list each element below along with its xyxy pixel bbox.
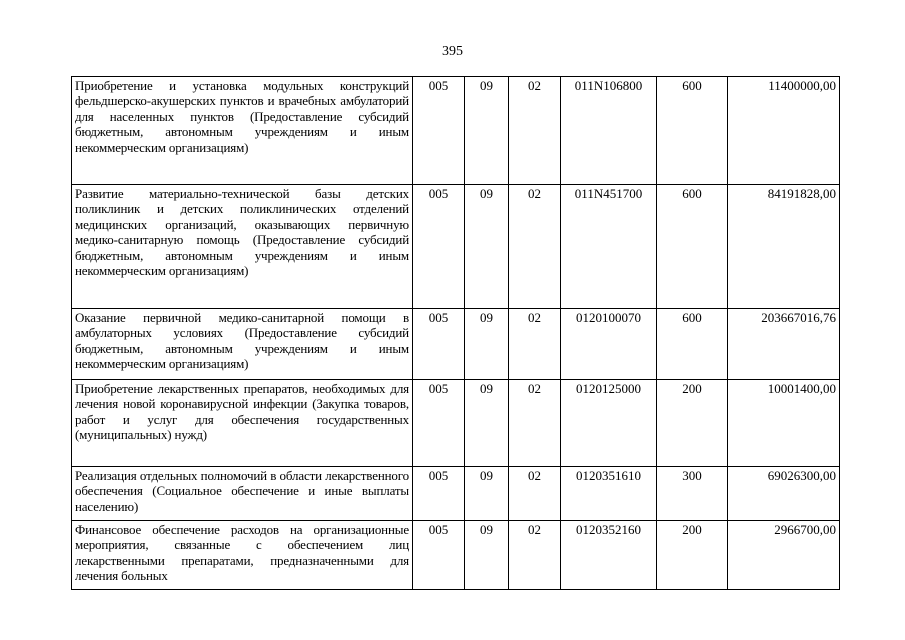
row-section-code: 09: [465, 467, 509, 521]
table-row: [72, 467, 840, 521]
table-row: [72, 309, 840, 380]
row-amount: 69026300,00: [728, 467, 840, 521]
row-expense-type: 600: [657, 77, 728, 185]
table-row: [72, 521, 840, 590]
row-ministry-code: 005: [413, 467, 465, 521]
row-description: Развитие материально-технической базы детских поликлиник и детских поликлинических отделений медицинских организаций, оказывающих первичную медико-санитарную помощь (Предоставление субсидий бюджетным, автономным учреждениям и иным некоммерческим организациям): [72, 185, 413, 309]
row-target-article: 0120352160: [561, 521, 657, 590]
row-subsection-code: 02: [509, 309, 561, 380]
table-row: [72, 380, 840, 467]
row-subsection-code: 02: [509, 380, 561, 467]
row-subsection-code: 02: [509, 77, 561, 185]
row-description: Оказание первичной медико-санитарной помощи в амбулаторных условиях (Предоставление субсидий бюджетным, автономным учреждениям и иным некоммерческим организациям): [72, 309, 413, 380]
row-description: Финансовое обеспечение расходов на организационные мероприятия, связанные с обеспечением лиц лекарственными препаратами, предназначенными для лечения больных: [72, 521, 413, 590]
row-target-article: 011N106800: [561, 77, 657, 185]
row-amount: 10001400,00: [728, 380, 840, 467]
row-target-article: 0120351610: [561, 467, 657, 521]
row-section-code: 09: [465, 309, 509, 380]
row-description: Приобретение лекарственных препаратов, необходимых для лечения новой коронавирусной инфекции (Закупка товаров, работ и услуг для обеспечения государственных (муниципальных) нужд): [72, 380, 413, 467]
row-ministry-code: 005: [413, 521, 465, 590]
row-ministry-code: 005: [413, 77, 465, 185]
row-section-code: 09: [465, 77, 509, 185]
row-description: Приобретение и установка модульных конструкций фельдшерско-акушерских пунктов и врачебных амбулаторий для населенных пунктов (Предоставление субсидий бюджетным, автономным учреждениям и иным некоммерческим организациям): [72, 77, 413, 185]
row-target-article: 0120100070: [561, 309, 657, 380]
row-ministry-code: 005: [413, 380, 465, 467]
row-amount: 203667016,76: [728, 309, 840, 380]
row-amount: 11400000,00: [728, 77, 840, 185]
row-expense-type: 200: [657, 380, 728, 467]
row-amount: 2966700,00: [728, 521, 840, 590]
budget-table: [71, 76, 840, 590]
table-row: [72, 77, 840, 185]
row-section-code: 09: [465, 521, 509, 590]
row-amount: 84191828,00: [728, 185, 840, 309]
table-row: [72, 185, 840, 309]
row-expense-type: 200: [657, 521, 728, 590]
row-expense-type: 300: [657, 467, 728, 521]
row-section-code: 09: [465, 185, 509, 309]
row-target-article: 0120125000: [561, 380, 657, 467]
row-ministry-code: 005: [413, 185, 465, 309]
row-subsection-code: 02: [509, 521, 561, 590]
row-section-code: 09: [465, 380, 509, 467]
row-subsection-code: 02: [509, 467, 561, 521]
row-subsection-code: 02: [509, 185, 561, 309]
row-description: Реализация отдельных полномочий в области лекарственного обеспечения (Социальное обеспечение и иные выплаты населению): [72, 467, 413, 521]
row-ministry-code: 005: [413, 309, 465, 380]
row-expense-type: 600: [657, 309, 728, 380]
row-expense-type: 600: [657, 185, 728, 309]
row-target-article: 011N451700: [561, 185, 657, 309]
page-number: 395: [442, 44, 463, 59]
